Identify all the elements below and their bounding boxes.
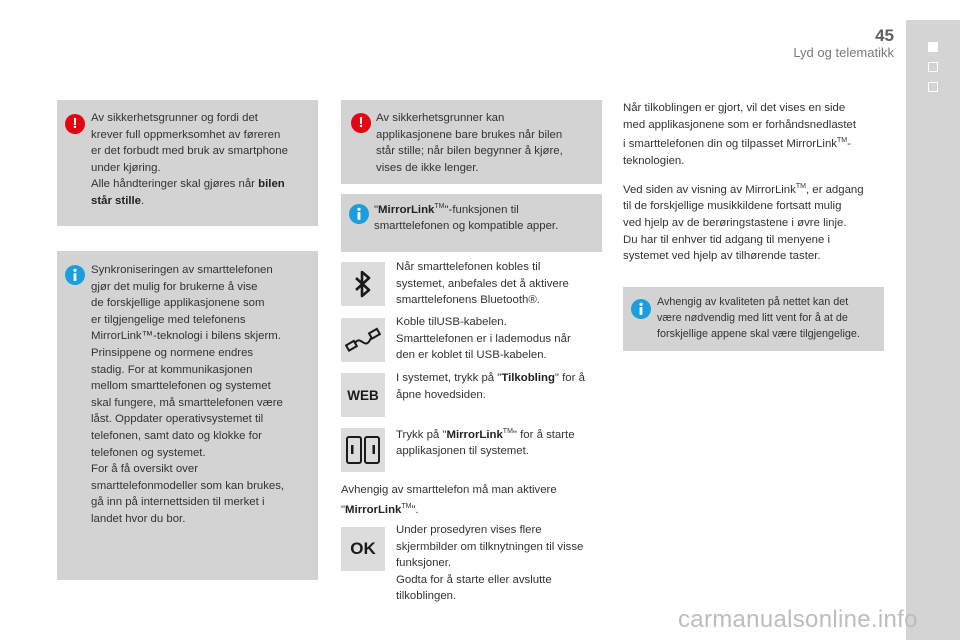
text-line: Ved siden av visning av MirrorLink™, er adgang [623, 183, 864, 196]
middle-warning-text [376, 110, 600, 176]
text-line: systemet, anbefales det å aktivere [396, 277, 569, 290]
text-line: stadig. For at kommunikasjonen [91, 363, 253, 376]
text-line: "MirrorLink™"-funksjonen til [374, 203, 519, 216]
text-line: åpne hovedsiden. [396, 388, 486, 401]
text-line: gjør det mulig for brukerne å vise [91, 280, 258, 293]
text-line: Når tilkoblingen er gjort, vil det vises en side [623, 102, 846, 114]
bluetooth-icon [352, 269, 374, 299]
side-tab [906, 20, 960, 640]
text-line: Du har til enhver tid adgang til menyene i [623, 233, 831, 246]
text-line: står stille; når bilen begynner å kjøre, [376, 145, 563, 158]
text-line: mellom smarttelefonen og systemet [91, 380, 271, 393]
text-line: "MirrorLink™". [341, 502, 419, 516]
text-line: Trykk på "MirrorLink™" for å starte [396, 428, 575, 441]
text-line: de forskjellige applikasjonene som [91, 297, 265, 310]
usb-step-text [396, 314, 602, 364]
mirrorlink-note [341, 482, 603, 518]
text-line: Avhengig av smarttelefon må man aktivere [341, 484, 557, 496]
section-title: Lyd og telematikk [793, 45, 894, 60]
info-icon [631, 299, 651, 319]
left-warning-text [91, 110, 315, 210]
text-line: gå inn på internettsiden til merket i [91, 496, 265, 509]
text-line: Synkroniseringen av smarttelefonen [91, 264, 273, 276]
ok-step-text [396, 522, 606, 605]
warning-icon: ! [351, 113, 371, 133]
info-icon [349, 204, 369, 224]
left-info-text [91, 262, 315, 528]
text-line: For å få oversikt over [91, 463, 198, 476]
page-number: 45 [875, 26, 894, 45]
ok-tile-label: OK [350, 539, 376, 558]
text-line: tilkoblingen. [396, 590, 457, 603]
right-info-text [657, 294, 883, 342]
text-line: være nødvendig med litt vent for å at de [657, 312, 848, 324]
text-line: forskjellige appene skal være tilgjengelige. [657, 328, 860, 340]
web-tile-label: WEB [347, 387, 379, 403]
text-line: landet hvor du bor. [91, 512, 186, 525]
right-paragraph-2 [623, 179, 893, 265]
text-line: applikasjonen til systemet. [396, 445, 529, 458]
text-line: vises de ikke lenger. [376, 161, 479, 174]
mirrorlink-phones-icon [345, 435, 381, 465]
web-step-text [396, 370, 606, 403]
text-line: Alle håndteringer skal gjøres når bilen [91, 178, 285, 191]
text-line: funksjoner. [396, 557, 452, 570]
text-line: telefonen og systemet. [91, 446, 206, 459]
text-line: smarttelefonens Bluetooth®. [396, 294, 540, 307]
text-line: ved hjelp av de berøringstastene i øvre linje. [623, 216, 847, 229]
text-line: teknologien. [623, 154, 685, 167]
right-paragraph-1 [623, 100, 893, 169]
usb-tile [341, 318, 385, 362]
text-line: i smarttelefonen din og tilpasset MirrorLink™- [623, 137, 851, 150]
text-line: telefonen, samt dato og klokke for [91, 429, 262, 442]
text-line: Avhengig av kvaliteten på nettet kan det [657, 296, 849, 308]
info-icon [65, 265, 85, 285]
text-line: applikasjonene bare brukes når bilen [376, 128, 563, 141]
web-tile [341, 373, 385, 417]
text-line: står stille. [91, 194, 145, 207]
text-line: MirrorLink™-teknologi i bilens skjerm. [91, 330, 281, 343]
warning-icon: ! [65, 114, 85, 134]
text-line: skjermbilder om tilknytningen til visse [396, 540, 584, 553]
mirrorlink-tile [341, 428, 385, 472]
text-line: smarttelefonmodeller som kan brukes, [91, 479, 285, 492]
text-line: krever full oppmerksomhet av føreren [91, 128, 281, 141]
text-line: skal fungere, må smarttelefonen være [91, 396, 283, 409]
text-line: Av sikkerhetsgrunner kan [376, 112, 505, 124]
middle-warning-box [341, 100, 602, 184]
watermark: carmanualsonline.info [678, 606, 918, 633]
text-line: er det forbudt med bruk av smartphone [91, 145, 288, 158]
text-line: under kjøring. [91, 161, 161, 174]
ok-tile [341, 527, 385, 571]
text-line: Smarttelefonen er i lademodus når [396, 332, 571, 345]
text-line: Koble tilUSB-kabelen. [396, 316, 507, 328]
middle-info-box [341, 194, 602, 252]
middle-info-text [374, 199, 600, 235]
text-line: Godta for å starte eller avslutte [396, 573, 552, 586]
bluetooth-step-text [396, 259, 602, 309]
text-line: Under prosedyren vises flere [396, 524, 542, 536]
tab-square-outline [928, 62, 938, 72]
text-line: til de forskjellige musikkildene fortsatt mulig [623, 200, 842, 213]
left-info-box [57, 251, 318, 580]
text-line: I systemet, trykk på "Tilkobling" for å [396, 372, 585, 384]
text-line: Når smarttelefonen kobles til [396, 261, 541, 273]
text-line: den er koblet til USB-kabelen. [396, 349, 547, 362]
text-line: låst. Oppdater operativsystemet til [91, 413, 264, 426]
right-info-box [623, 287, 884, 351]
bluetooth-tile [341, 262, 385, 306]
text-line: med applikasjonene som er forhåndsnedlastet [623, 118, 857, 131]
text-line: Prinsippene og normene endres [91, 346, 254, 359]
left-warning-box [57, 100, 318, 226]
text-line: er tilgjengelige med telefonens [91, 313, 246, 326]
usb-cable-icon [345, 326, 381, 354]
text-line: smarttelefonen og kompatible apper. [374, 220, 559, 233]
text-line: systemet ved hjelp av tilhørende taster. [623, 250, 821, 263]
tab-square-filled [928, 42, 938, 52]
text-line: Av sikkerhetsgrunner og fordi det [91, 112, 258, 124]
tab-square-outline [928, 82, 938, 92]
mirrorlink-step-text [396, 424, 602, 460]
